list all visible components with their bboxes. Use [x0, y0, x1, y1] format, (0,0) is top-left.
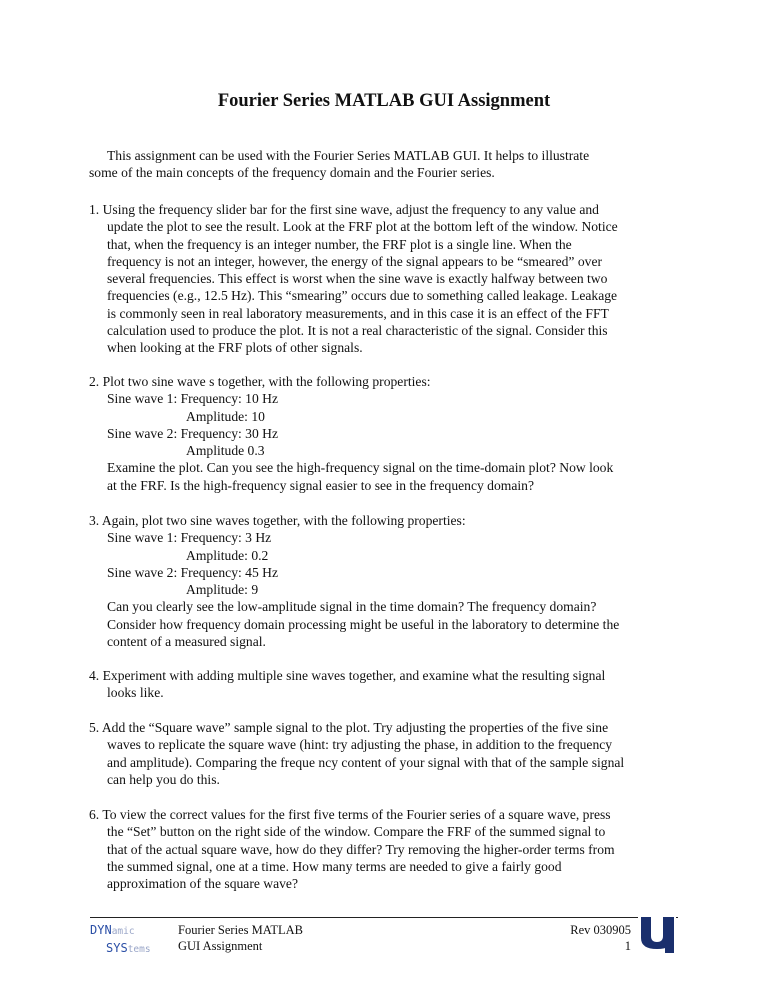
item-line: several frequencies. This effect is worst when the sine wave is exactly halfway between two: [107, 271, 608, 287]
item-line: frequency is not an integer, however, the energy of the signal appears to be “smeared” over: [107, 253, 603, 269]
item-line: looks like.: [107, 685, 164, 701]
item-line: 2. Plot two sine wave s together, with the following properties:: [89, 374, 431, 389]
item-line: approximation of the square wave?: [107, 876, 298, 892]
item-line: Sine wave 2: Frequency: 30 Hz: [107, 425, 279, 441]
item-line: when looking at the FRF plots of other signals.: [107, 340, 363, 356]
item-line: Amplitude: 10: [186, 408, 265, 424]
item-line: the “Set” button on the right side of the window. Compare the FRF of the summed signal to: [107, 824, 606, 840]
item-line: 4. Experiment with adding multiple sine waves together, and examine what the resulting signal: [89, 668, 606, 683]
item-line: Sine wave 2: Frequency: 45 Hz: [107, 564, 279, 580]
item-line: Sine wave 1: Frequency: 3 Hz: [107, 530, 272, 546]
item-line: frequencies (e.g., 12.5 Hz). This “smearing” occurs due to something called leakage. Leakage: [107, 288, 618, 304]
item-line: Can you clearly see the low-amplitude signal in the time domain? The frequency domain?: [107, 599, 597, 615]
assignment-item-4: [89, 667, 679, 702]
intro-line: some of the main concepts of the frequency domain and the Fourier series.: [89, 165, 495, 181]
item-line: waves to replicate the square wave (hint: try adjusting the phase, in addition to the frequency: [107, 737, 613, 753]
item-line: at the FRF. Is the high-frequency signal easier to see in the frequency domain?: [107, 477, 534, 493]
page-title: Fourier Series MATLAB GUI Assignment: [217, 91, 551, 111]
item-line: content of a measured signal.: [107, 634, 266, 650]
item-line: 5. Add the “Square wave” sample signal to the plot. Try adjusting the properties of the five sine: [89, 720, 609, 735]
page-footer: [90, 917, 678, 968]
item-line: that, when the frequency is an integer number, the FRF plot is a single line. When the: [107, 236, 572, 252]
item-line: 3. Again, plot two sine waves together, with the following properties:: [89, 513, 466, 528]
assignment-item-1: [89, 201, 679, 357]
item-line: update the plot to see the result. Look at the FRF plot at the bottom left of the window. Notice: [107, 219, 618, 235]
intro-line: This assignment can be used with the Fourier Series MATLAB GUI. It helps to illustrate: [107, 148, 590, 163]
assignment-item-5: [89, 719, 679, 788]
item-line: is commonly seen in real laboratory measurements, and in this case it is an effect of the FFT: [107, 305, 609, 321]
umass-lowell-logo: [638, 914, 676, 956]
item-line: Amplitude 0.3: [186, 443, 265, 459]
item-line: Amplitude: 0.2: [186, 547, 269, 563]
page-number: 1: [624, 938, 631, 953]
item-line: 6. To view the correct values for the first five terms of the Fourier series of a square wave, press: [89, 807, 611, 822]
item-line: 1. Using the frequency slider bar for the first sine wave, adjust the frequency to any value and: [89, 202, 599, 217]
item-line: can help you do this.: [107, 771, 220, 787]
assignment-item-3: [89, 512, 679, 650]
item-line: Sine wave 1: Frequency: 10 Hz: [107, 391, 279, 407]
item-line: and amplitude). Comparing the freque ncy content of your signal with that of the sample signal: [107, 754, 625, 770]
item-line: the summed signal, one at a time. How many terms are needed to give a fairly good: [107, 858, 562, 874]
footer-revision: [570, 923, 631, 954]
item-line: Amplitude: 9: [186, 582, 259, 598]
assignment-item-6: [89, 806, 679, 892]
item-line: calculation used to produce the plot. It is not a real characteristic of the signal. Consider this: [107, 323, 608, 339]
item-line: that of the actual square wave, how do they differ? Try removing the higher-order terms from: [107, 841, 615, 857]
intro-paragraph: [89, 147, 679, 182]
dynamic-systems-logo: DYNamic SYStems: [90, 923, 151, 955]
item-line: Examine the plot. Can you see the high-frequency signal on the time-domain plot? Now look: [107, 460, 614, 476]
footer-document-title: Fourier Series MATLAB GUI Assignment: [178, 923, 303, 953]
revision-label: Rev 030905: [570, 923, 631, 937]
assignment-item-2: [89, 373, 679, 494]
item-line: Consider how frequency domain processing might be useful in the laboratory to determine the: [107, 616, 620, 632]
